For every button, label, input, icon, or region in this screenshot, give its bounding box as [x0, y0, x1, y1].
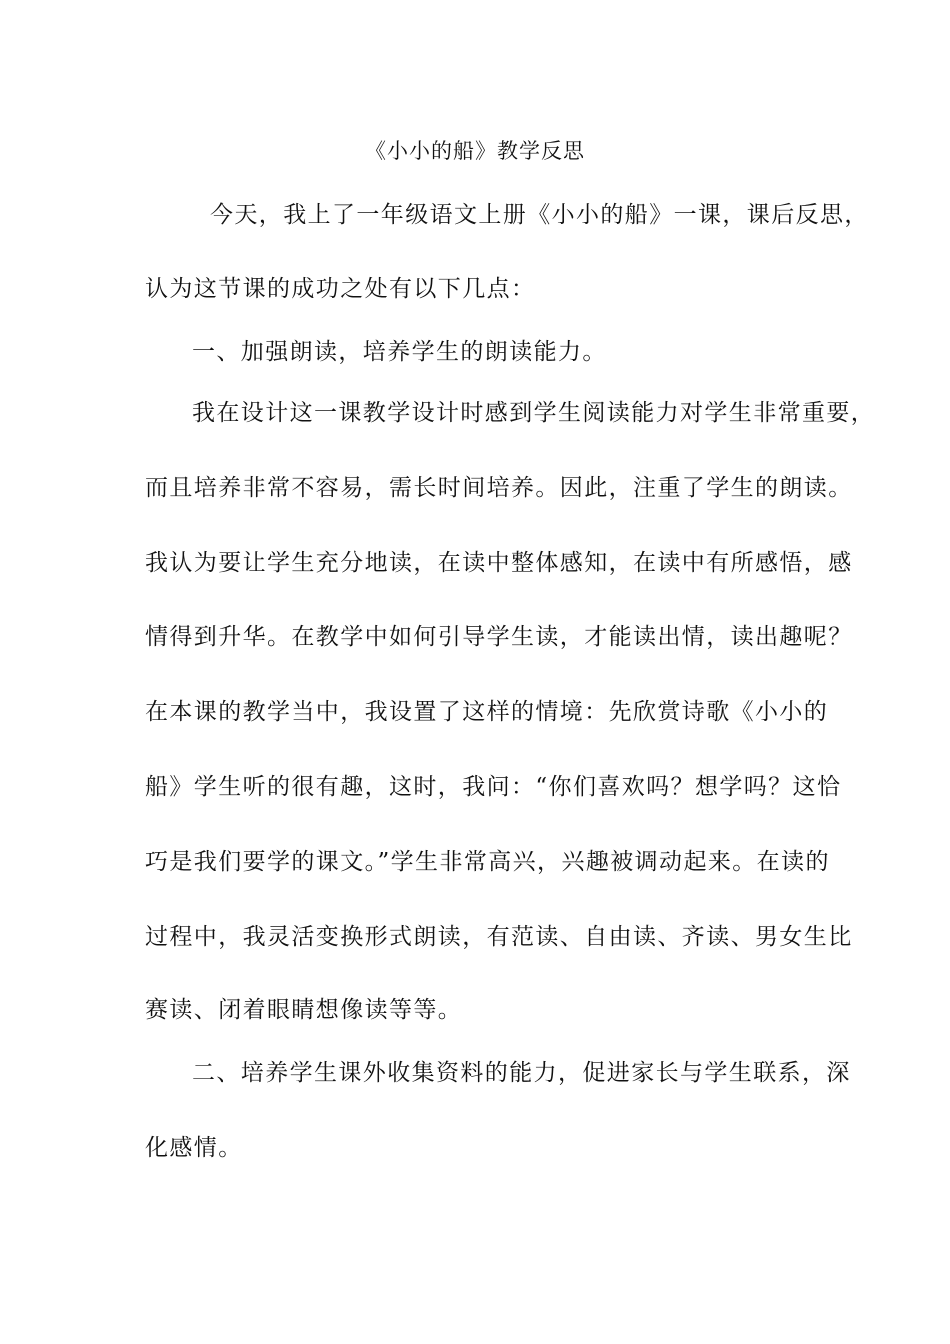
paragraph-line: 情得到升华。在教学中如何引导学生读，才能读出情，读出趣呢？ [145, 624, 853, 650]
paragraph-line: 而且培养非常不容易，需长时间培养。因此，注重了学生的朗读。 [145, 475, 853, 501]
paragraph-line: 我在设计这一课教学设计时感到学生阅读能力对学生非常重要， [192, 400, 876, 426]
paragraph-line: 赛读、闭着眼睛想像读等等。 [145, 997, 463, 1023]
page-title: 《小小的船》教学反思 [365, 139, 585, 163]
paragraph-line: 在本课的教学当中，我设置了这样的情境：先欣赏诗歌《小小的 [145, 699, 829, 725]
paragraph-line: 化感情。 [145, 1135, 243, 1161]
paragraph-line: 巧是我们要学的课文。”学生非常高兴，兴趣被调动起来。在读的 [145, 849, 830, 875]
paragraph-line: 船》学生听的很有趣，这时，我问：“你们喜欢吗？想学吗？这恰 [145, 774, 842, 800]
section-heading: 二、培养学生课外收集资料的能力，促进家长与学生联系，深 [192, 1060, 851, 1086]
paragraph-line: 我认为要让学生充分地读，在读中整体感知，在读中有所感悟，感 [145, 550, 853, 576]
section-heading: 一、加强朗读，培养学生的朗读能力。 [192, 339, 607, 365]
paragraph-line: 认为这节课的成功之处有以下几点： [145, 276, 536, 302]
paragraph-line: 过程中，我灵活变换形式朗读，有范读、自由读、齐读、男女生比 [145, 924, 853, 950]
paragraph-line: 今天，我上了一年级语文上册《小小的船》一课，课后反思， [210, 202, 869, 228]
